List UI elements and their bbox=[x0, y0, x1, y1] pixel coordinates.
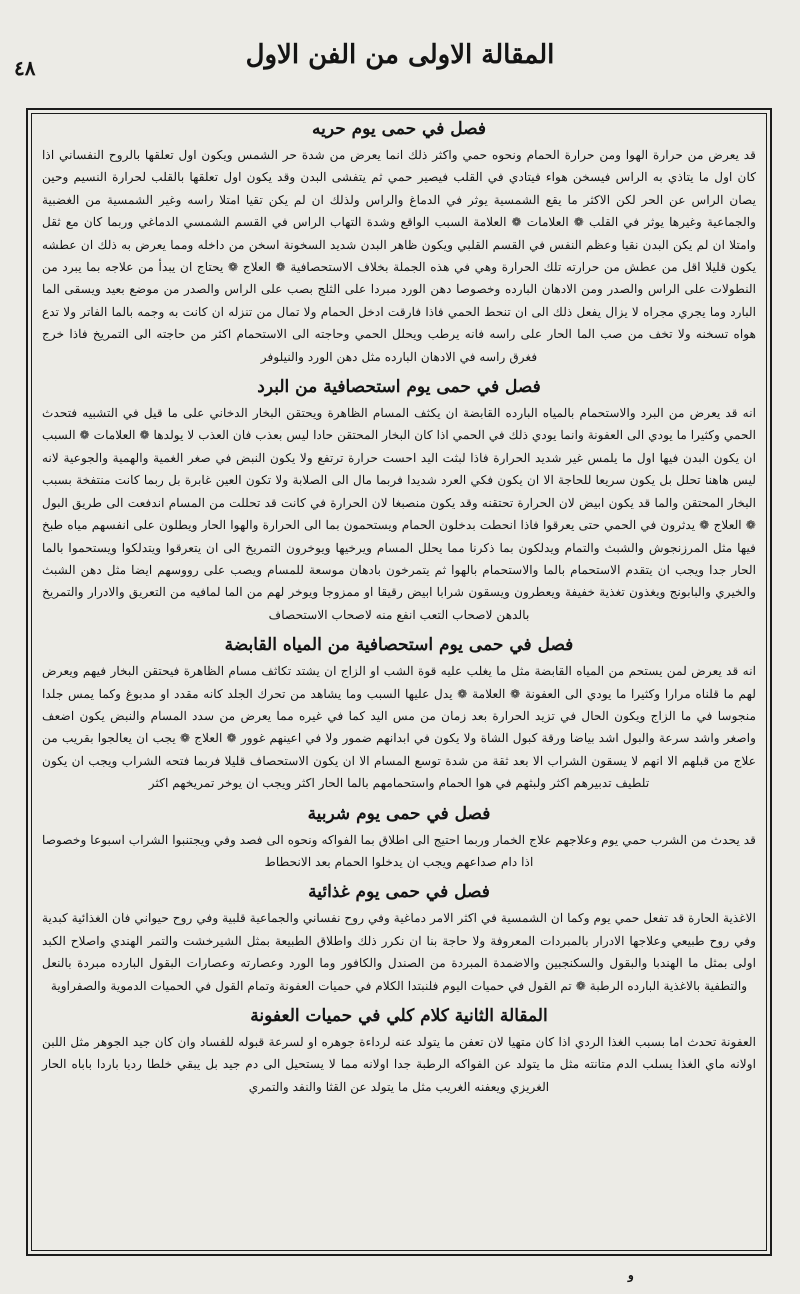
section-heading: فصل في حمى يوم استحصافية من البرد bbox=[257, 377, 541, 398]
section-body: العفونة تحدث اما بسبب الغذا الردي اذا كان متهيا لان تعفن ما يتولد عنه لرداءة جوهره او لسرعة قبوله للفساد وان كان جيد الجوهر مثل اللبن اولانه ماي الغذا يسلب الدم متانته مثل ما يتولد عن الفواكه الرطبة جدا اولانه مما لا يستحيل الى دم جيد بل يبقي خلطا رديا باردا باباه الحار الغريزي ويعفنه الغريب مثل ما يتولد عن القثا والنفد والتمري bbox=[42, 1035, 756, 1094]
section-body: قد يحدث من الشرب حمي يوم وعلاجهم علاج الخمار وربما احتيج الى اطلاق بما الفواكه ونحوه الى فصد وفي ويجتنبوا الشراب اسبوعا وخصوصا اذا دام صداعهم ويجب ان يدخلوا الحمام بعد الانحطاط bbox=[42, 832, 756, 869]
section-heading: فصل في حمى يوم شربية bbox=[307, 803, 491, 824]
section-heading: فصل في حمى يوم استحصافية من المياه القابضة bbox=[224, 635, 574, 656]
page-number: ٤٨ bbox=[14, 56, 36, 80]
section-body: انه قد يعرض لمن يستحم من المياه القابضة مثل ما يغلب عليه قوة الشب او الزاج ان يشتد تكاثف مسام الظاهرة فيحتقن البخار فيهم ويعرض لهم ما قلناه مرارا وكثيرا ما يودي الى العفونة ❁ العلامة ❁ يدل عليها السبب وما يشاهد من تحرك الجلد كانه مقدد او مدبوغ وكما يمس جلدا منجوسا في ما الزاج ويكون الحال في تزيد الحرارة بعد زمان من مس اليد كما في غيره مما يعرض من سدد المسام والنبض يكون اضعف واصغر واشد سرعة والبول اشد بياضا ورقة كبول الشاة ولا يكون في ابدانهم ضمور ولا في اعينهم غوور ❁ العلاج ❁ يجب ان يعالجوا بقريب من علاج من قبلهم الا انهم لا يسقون الشراب الا بعد ثقة من شدة توسع المسام الا ان يكون الاستحصاف قليلا فربما فتحه الشراب ويجب ان يكون تلطيف تدبيرهم اكثر ولبثهم في هوا الحمام واستحمامهم بالما الحار اكثر ويجب ان يوخر تمريخهم اكثر bbox=[42, 664, 756, 791]
section-heading: فصل في حمى يوم غذائية bbox=[308, 882, 490, 903]
section-heading: المقالة الثانية كلام كلي في حميات العفونة bbox=[250, 1006, 548, 1026]
section-body: الاغذية الحارة قد تفعل حمي يوم وكما ان الشمسية في اكثر الامر دماغية وفي روح نفساني والجماعية قلبية وفي روح حيواني فان الغذائية كبدية وفي روح طبيعي وعلاجها الادرار بالمبردات المعروفة ولا حاجة بنا ان نكرر ذلك واطلاق الطبيعة بمثل الشيرخشت والتمر الهندي واصلاح الكبد اولى بمثل ما الهندبا والبقول والسكنجبين والاضمدة المبردة من الصندل والكافور وما الورد وعصارته وعصارات البقول البارده مبردة بالنعل والتطفية بالاغذية البارده الرطبة ❁ تم القول في حميات اليوم فلنبتدا الكلام في حميات العفونة وتمام القول في الحميات الدموية والصفراوية bbox=[42, 911, 756, 993]
section-heading: فصل في حمى يوم حريه bbox=[312, 119, 486, 139]
text-frame bbox=[26, 108, 772, 1256]
running-head: المقالة الاولى من الفن الاول bbox=[245, 40, 555, 70]
section-body: انه قد يعرض من البرد والاستحمام بالمياه البارده القابضة ان يكثف المسام الظاهرة ويحتقن البخار الدخاني على ما قيل في التشبيه فتحدث الحمي وكثيرا ما يودي الى العفونة وانما يودي ذلك في الحمي اذا كان البخار المحتقن حادا ليس بعذب فان العذب لا يولدها ❁ العلامات ❁ السبب ان يكون البدن فيها اول ما يلمس غير شديد الحرارة فاذا لبثت اليد احست حرارة ترتفع ولا يكون النبض في صغر الغمية والهمية والجوعية لانه ليس هاهنا تحلل بل يكون سريعا للحاجة الا ان يكون فكي العرد شديدا فربما مال الى الصلابة ولا تكون العين غابرة بل ربما كانت منتفخة بسبب البخار المحتقن والما قد يكون ابيض لان الحرارة تحتقنه وقد يكون منصبغا لان الحرارة في كانت قد تحللت من المسام اندفعت الى طريق البول ❁ العلاج ❁ يدثرون في الحمي حتى يعرقوا فاذا انحطت بدخلون الحمام ويستحمون بما الى الحرارة والهوا الحار ويطلون على انفسهم مياه طبخ فيها مثل المرزنجوش والشبث والتمام ويدلكون بما ذكرنا مما يحلل المسام ويرخيها ويوخرون التمريخ الى ان يتعرقوا ويتدلكوا ويستحموا بالما الحار جدا ويجب ان يتقدم الاستحمام بالما والاستحمام بالهوا ثم يتمرخون بادهان موسعة للمسام ويصب على رووسهم ايضا مثل دهن الشبث والخيري والبابونج ويغذون تغذية خفيفة ويعطرون ويسقون شرابا ابيض رقيقا او ممزوجا ويوخر لهم من الما لمافيه من التعريق والادرار والتمريخ بالدهن لاصحاب التعب انفع منه لاصحاب الاستحصاف bbox=[42, 406, 756, 622]
catchword: و bbox=[628, 1268, 634, 1282]
section-body: قد يعرض من حرارة الهوا ومن حرارة الحمام ونحوه حمي واكثر ذلك انما يعرض من شدة حر الشمس ويكون اول تعلقها بالروح النفساني اذا كان اول ما يتاذي به الراس فيسخن هواء فيتادي في القلب فيصير حمي ثم يتفشى البدن وقد يكون اول تعلقها بالقلب لحرارة النسيم وحين يصان الراس عن الحر لكن الاكثر ما يقع الشمسية يوثر في الدماغ والراس ولذلك ان لم يكن تقيا امتلا راسه وغير الشمسية من الغضبية والجماعية وغيرها يوثر في القلب ❁ العلامات ❁ العلامة السبب الواقع وشدة التهاب الراس في القسم الشمسي الدماغي وربما كان مع ثقل وامتلا ان لم يكن البدن نقيا وعظم النفس في القسم القلبي ويكون ظاهر البدن شديد السخونة اسخن من داخله ومما يعرض به ذلك ان عطشه يكون قليلا اقل من عطش من حرارته تلك الحرارة وهي في هذه الجملة بخلاف الاستحصافية ❁ العلاج ❁ يحتاج ان يبدأ من علاجه بما يبرد من النطولات على الراس والصدر ومن الادهان البارده وخصوصا دهن الورد مبردا على الثلج بصب على الراس والصدر من موضع بعيد ويسقى الما البارد وما يجري مجراه لا يزال يفعل ذلك الى ان تنحط الحمي فاذا فارقت ادخل الحمام ولا تمال من تنزله ان كانت به وجمه بالما الفاتر ولا تدع هواه تسخنه ولا تخف من صب الما الحار على راسه فانه يرطب ويحلل الحمي وحاجته الى الاستحمام اكثر من حاجته الى التمريخ فاذا خرج فغرق راسه في الادهان البارده مثل دهن الورد والنيلوفر bbox=[42, 148, 756, 364]
